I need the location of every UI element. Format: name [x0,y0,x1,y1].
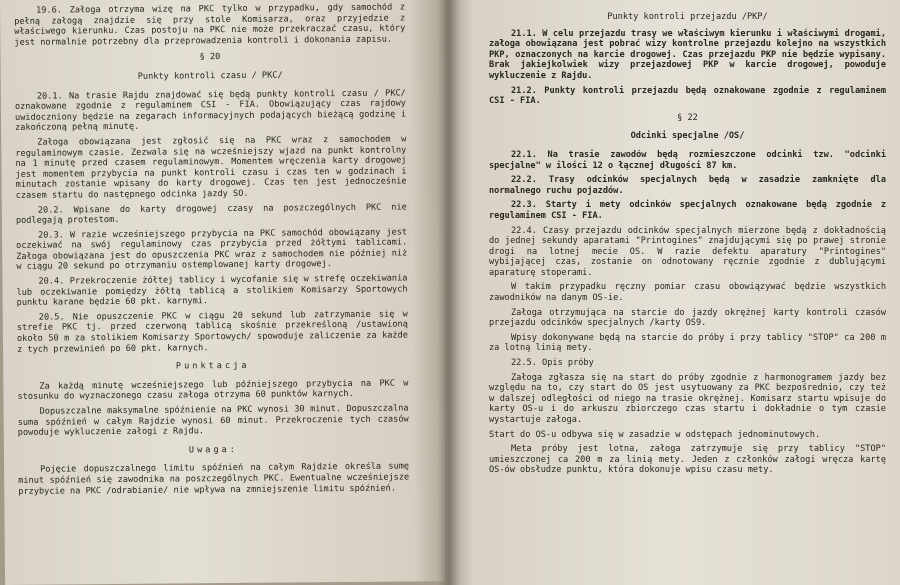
uwaga-paragraph: Pojęcie dopuszczalnego limitu spóźnień na całym Rajdzie określa sumę minut spóźnień się zawodnika na poszczególnych PKC. Ewentualne wcześniejsze przybycie na PKC /odrabianie/ nie wpływa na zmniejszenie limitu spóźnień. [18,461,410,497]
paragraph-22-2: 22.2. Trasy odcinków specjalnych będą w zasadzie zamknięte dla normalnego ruchu pojazdów. [489,175,886,196]
paragraph-20-2: 20.2. Wpisane do karty drogowej czasy na poszczególnych PKC nie podlegają protestom. [15,201,407,226]
paragraph-22-5a: Załoga zgłasza się na start do próby zgodnie z harmonogramem jazdy bez względu na to, czy start do OS jest usytuowany za PKC bezpośrednio, czy też w dalszej odległości od niego na trasie okrężnej. Komisarz startu wpisuje do karty OS-u i do arkuszu zbiorczego czas startu i dokładnie o tym czasie wystartuje załoga. [489,372,886,425]
paragraph-22-4: 22.4. Czasy przejazdu odcinków specjalnych mierzone będą z dokładnością do jednej sekundy aparatami "Printogines" znajdującymi się po prawej stronie drogi na lotnej mecie OS. W razie defektu aparatury "Printogines" wybijającej czas, zostanie on odnotowany ręcznie zgodnie z dublującymi aparaturę stoperami. [489,225,886,278]
paragraph-20-5: 20.5. Nie opuszczenie PKC w ciągu 20 sekund lub zatrzymanie się w strefie PKC tj. przed czerwoną tablicą skośnie przekreśloną /ustawioną około 50 m za stolikiem Komisarzy Sportowych/ spowoduje zaliczenie za każde z tych przewinień po 60 pkt. karnych. [16,309,408,355]
paragraph-19-6: 19.6. Załoga otrzyma wizę na PKC tylko w przypadku, gdy samochód z pełną załogą znajdzie się przy stole Komisarza, oraz przyjedzie z właściwego kierunku. Czas postoju na PKC nie może przekraczać czasu, który jest normalnie potrzebny dla przeprowadzenia kontroli i dokonania zapisu. [14,2,406,48]
paragraph-21-2: 21.2. Punkty kontroli przejazdu będą oznakowane zgodnie z regulaminem CSI - FIA. [489,85,886,107]
section-number-20: § 20 [199,52,221,63]
section-title-pkp: Punkty kontroli przejazdu /PKP/ [607,12,768,22]
paragraph-22-4c: Załoga otrzymująca na starcie do jazdy okrężnej karty kontroli czasów przejazdu odcinków specjalnych /karty OS9. [489,307,886,329]
section-number-22: § 22 [677,112,698,123]
paragraph-22-3: 22.3. Starty i mety odcinków specjalnych oznakowane będą zgodnie z regulaminem CSI - FIA. [489,200,886,221]
section-title-os: Odcinki specjalne /OS/ [630,131,745,142]
uwaga-heading: Uwaga: [188,444,238,456]
paragraph-20-1: 20.1. Na trasie Rajdu znajdować się będą punkty kontroli czasu / PKC/ oznakowane zgodnie z regulaminem CSI - FIA. Obowiązujący czas rajdowy uwidoczniony będzie na zegarach informacyjnych podających bieżącą godzinę i zakończoną pełną minutę. [14,88,407,134]
punktacja-paragraph-1: Za każdą minutę wcześniejszego lub późniejszego przybycia na PKC w stosunku do wyznaczonego czasu załoga otrzyma 60 punktów karnych. [17,378,409,403]
paragraph-22-5-title: 22.5. Opis próby [511,358,594,369]
paragraph-22-5b: Start do OS-u odbywa się w zasadzie w odstępach jednominutowych. [489,429,821,440]
right-page [445,0,900,585]
paragraph-20-3: 20.3. W razie wcześniejszego przybycia na PKC samochód obowiązany jest oczekiwać na swój regulaminowy czas przybycia przed żółtymi tablicami. Załoga obowiązana jest do opuszczenia PKC wraz z samochodem nie później niż w ciągu 20 sekund po otrzymaniu ostemplowanej karty drogowej. [16,227,408,273]
paragraph-22-5c: Meta próby jest lotna, załoga zatrzymuje się przy tablicy "STOP" umieszczonej ca 200 m za linią mety. Jeden z członków załogi wręcza kartę OS-ów obsłudze punktu, która dokonuje wpisu czasu mety. [489,444,886,476]
paragraph-20-4: 20.4. Przekroczenie żółtej tablicy i wycofanie się w strefę oczekiwania lub oczekiwanie pomiędzy żółtą tablicą a stolikiem Komisarzy Sportowych punktu karane będzie 60 pkt. karnymi. [16,273,408,309]
paragraph-22-4b: W takim przypadku ręczny pomiar czasu obowiązywać będzie wszystkich zawodników na danym OS-ie. [489,282,886,304]
punktacja-heading: Punktacja [175,361,250,372]
section-title-pkc: Punkty kontroli czasu / PKC/ [137,70,283,82]
paragraph-21-1: 21.1. W celu przejazdu trasy we właściwym kierunku i właściwymi drogami, załoga obowiązana jest pobrać wizy kontrolne przejazdu kolejno na wszystkich PKP, oznaczonych na karcie drogowej. Czas przejazdu PKP nie będzie wypisany. Brak jakiejkolwiek wizy przejazdowej PKP w karcie drogowej, powoduje wykluczenie z Rajdu. [489,28,886,81]
paragraph-22-4d: Wpisy dokonywane będą na starcie do próby i przy tablicy "STOP" ca 200 m za lotną linią mety. [489,332,886,354]
paragraph-22-1: 22.1. Na trasie zawodów będą rozmieszczone odcinki tzw. "odcinki specjalne" w ilości 12 o łącznej długości 87 km. [489,149,886,171]
punktacja-paragraph-2: Dopuszczalne maksymalne spóźnienie na PKC wynosi 30 minut. Dopuszczalna suma spóźnień w całym Rajdzie wynosi 60 minut. Przekroczenie tych czasów powoduje wykluczenie załogi z Rajdu. [17,403,409,439]
paragraph-20-1b: Załoga obowiązana jest zgłosić się na PKC wraz z samochodem w regulaminowym czasie. Zezwala się na wcześniejszy wjazd na punkt kontrolny na 1 minutę przed czasem regulaminowym. Momentem wręczenia karty drogowej jest momentem przybycia na punkt kontroli czasu i czas ten w godzinach i minutach zostanie wpisany do karty drogowej. Czas ten jest jednocześnie czasem startu do następnego odcinka jazdy SO. [15,134,407,201]
